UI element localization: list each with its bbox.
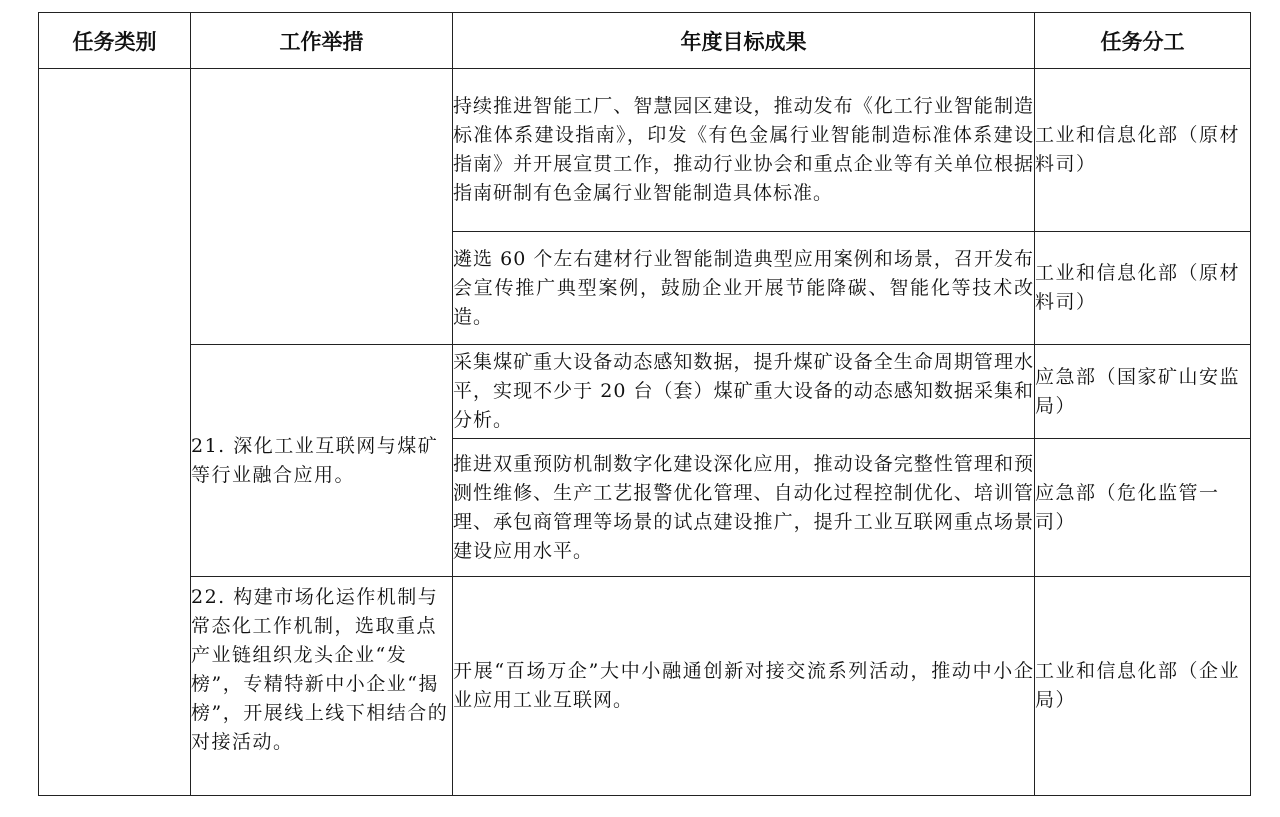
division-cell: 应急部（危化监管一司） [1035, 439, 1251, 577]
measure-cell: 22. 构建市场化运作机制与常态化工作机制，选取重点产业链组织龙头企业“发榜”，专精特新中小企业“揭榜”，开展线上线下相结合的对接活动。 [191, 577, 453, 796]
header-goal: 年度目标成果 [453, 13, 1035, 69]
table-row [39, 345, 1251, 439]
header-measure: 工作举措 [191, 13, 453, 69]
goal-cell: 采集煤矿重大设备动态感知数据，提升煤矿设备全生命周期管理水平，实现不少于 20 台（套）煤矿重大设备的动态感知数据采集和分析。 [453, 345, 1035, 439]
goal-cell: 持续推进智能工厂、智慧园区建设，推动发布《化工行业智能制造标准体系建设指南》，印发《有色金属行业智能制造标准体系建设指南》并开展宣贯工作，推动行业协会和重点企业等有关单位根据指南研制有色金属行业智能制造具体标准。 [453, 69, 1035, 232]
header-division: 任务分工 [1035, 13, 1251, 69]
category-cell [39, 69, 191, 796]
goal-cell: 遴选 60 个左右建材行业智能制造典型应用案例和场景，召开发布会宣传推广典型案例，鼓励企业开展节能降碳、智能化等技术改造。 [453, 232, 1035, 345]
division-cell: 工业和信息化部（企业局） [1035, 577, 1251, 796]
task-table [38, 12, 1251, 796]
table-header-row [39, 13, 1251, 69]
goal-cell: 推进双重预防机制数字化建设深化应用，推动设备完整性管理和预测性维修、生产工艺报警优化管理、自动化过程控制优化、培训管理、承包商管理等场景的试点建设推广，提升工业互联网重点场景建设应用水平。 [453, 439, 1035, 577]
goal-cell: 开展“百场万企”大中小融通创新对接交流系列活动，推动中小企业应用工业互联网。 [453, 577, 1035, 796]
header-category: 任务类别 [39, 13, 191, 69]
division-cell: 工业和信息化部（原材料司） [1035, 69, 1251, 232]
table-row [39, 577, 1251, 796]
measure-cell-empty [191, 69, 453, 345]
document-page [38, 12, 1250, 795]
measure-cell: 21. 深化工业互联网与煤矿等行业融合应用。 [191, 345, 453, 577]
division-cell: 应急部（国家矿山安监局） [1035, 345, 1251, 439]
table-row [39, 69, 1251, 232]
division-cell: 工业和信息化部（原材料司） [1035, 232, 1251, 345]
